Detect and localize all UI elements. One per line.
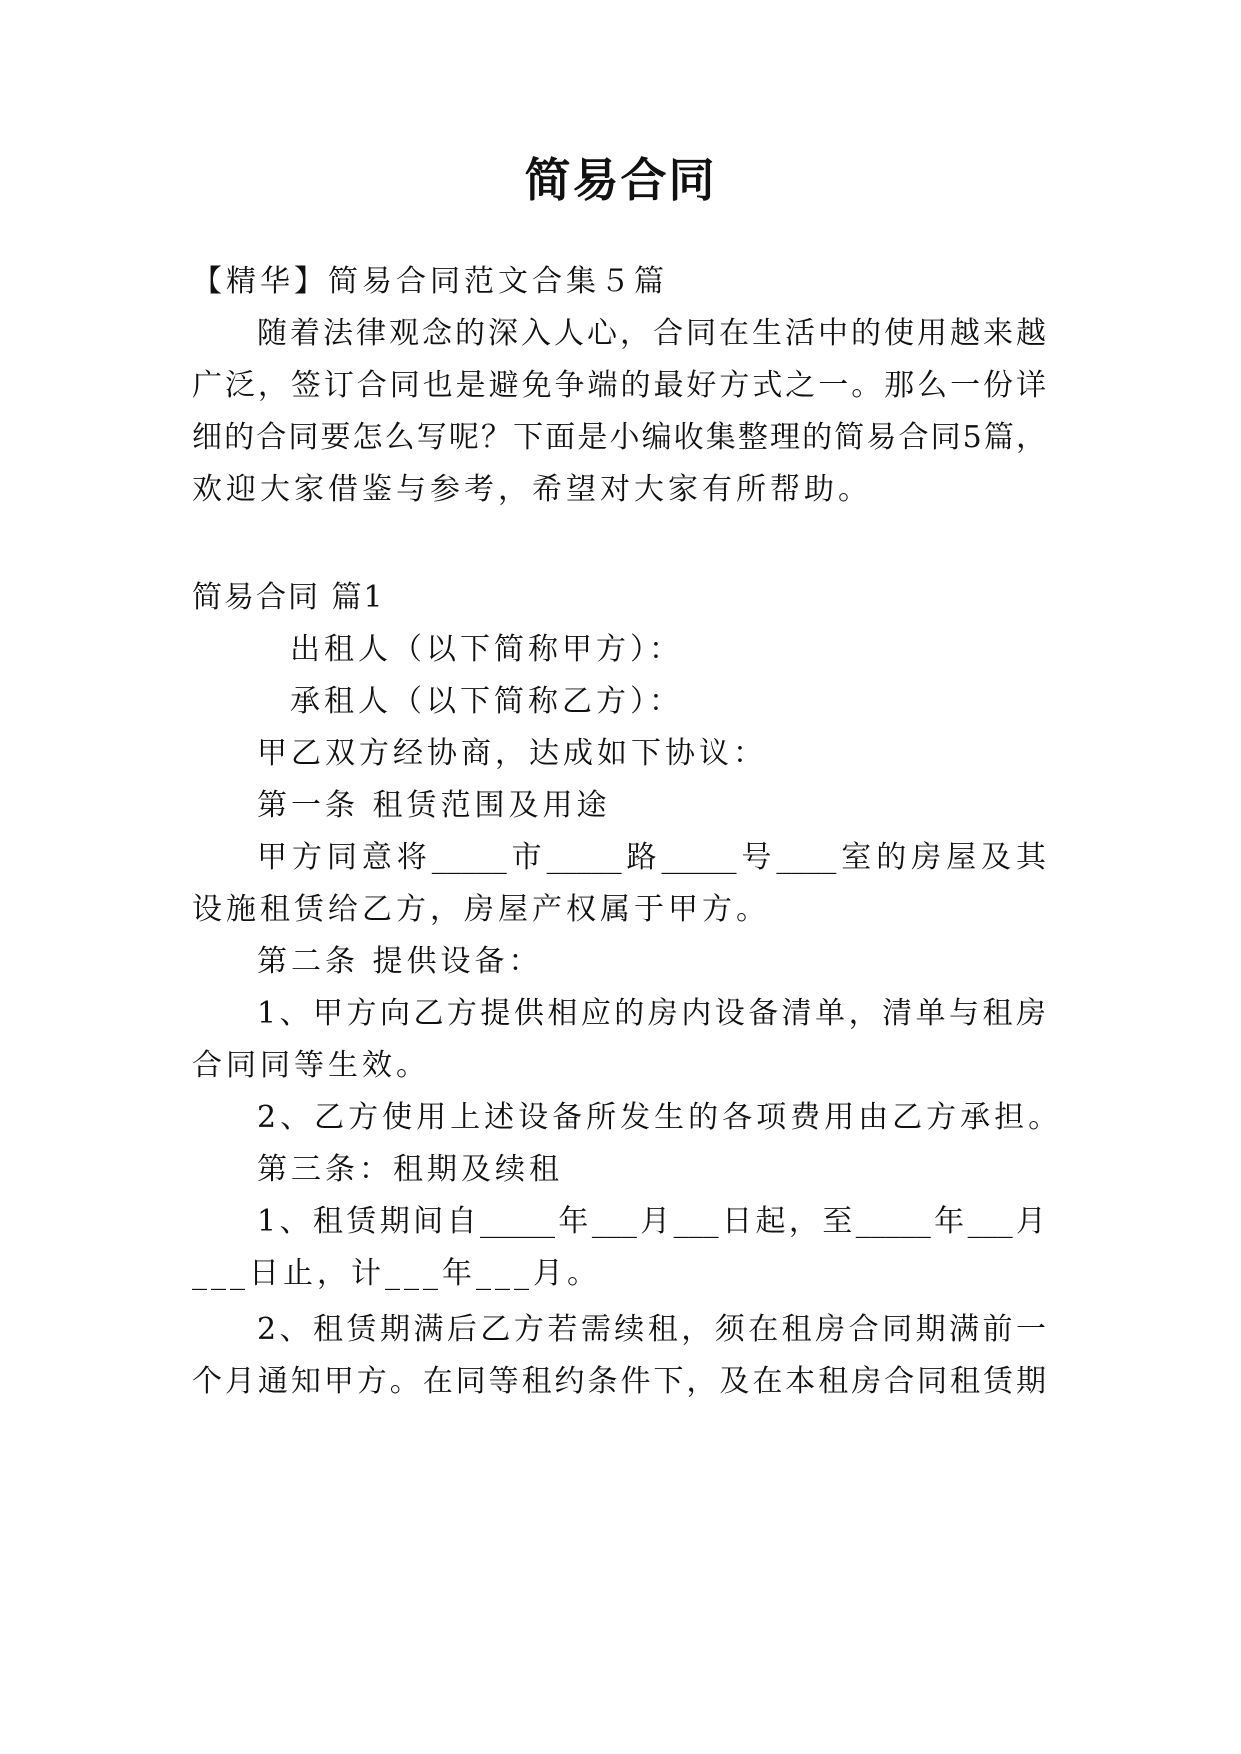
document-heading: 【精华】简易合同范文合集５篇 bbox=[192, 264, 668, 299]
intro-line-3: 细的合同要怎么写呢？下面是小编收集整理的简易合同5篇， bbox=[192, 420, 1046, 455]
lessor-line: 出租人（以下简称甲方）： bbox=[290, 632, 683, 667]
intro-line-1: 随着法律观念的深入人心，合同在生活中的使用越来越 bbox=[257, 316, 1046, 351]
article2-item1-line-1: 1、甲方向乙方提供相应的房内设备清单，清单与租房 bbox=[257, 996, 1046, 1031]
intro-line-2: 广泛，签订合同也是避免争端的最好方式之一。那么一份详 bbox=[192, 368, 1046, 403]
lessee-line: 承租人（以下简称乙方）： bbox=[290, 684, 683, 719]
article1-text-line-1: 甲方同意将_____市_____路_____号____室的房屋及其 bbox=[257, 840, 1046, 875]
article1-title: 第一条 租赁范围及用途 bbox=[257, 788, 611, 823]
article3-item1-line-2: ___日止，计___年___月。 bbox=[192, 1256, 601, 1291]
agreement-line: 甲乙双方经协商，达成如下协议： bbox=[257, 736, 767, 771]
article2-item2: 2、乙方使用上述设备所发生的各项费用由乙方承担。 bbox=[257, 1100, 1063, 1135]
article3-title: 第三条：租期及续租 bbox=[257, 1152, 563, 1187]
article3-item2-line-1: 2、租赁期满后乙方若需续租，须在租房合同期满前一 bbox=[257, 1312, 1046, 1347]
document-title: 简易合同 bbox=[524, 153, 717, 207]
article3-item2-line-2: 个月通知甲方。在同等租约条件下，及在本租房合同租赁期 bbox=[192, 1364, 1046, 1399]
article2-title: 第二条 提供设备： bbox=[257, 944, 543, 979]
article1-text-line-2: 设施租赁给乙方，房屋产权属于甲方。 bbox=[192, 892, 770, 927]
article2-item1-line-2: 合同同等生效。 bbox=[192, 1048, 430, 1083]
intro-line-4: 欢迎大家借鉴与参考，希望对大家有所帮助。 bbox=[192, 472, 872, 507]
article3-item1-line-1: 1、租赁期间自_____年___月___日起，至_____年___月 bbox=[257, 1204, 1046, 1239]
section-label: 简易合同 篇1 bbox=[192, 580, 385, 615]
